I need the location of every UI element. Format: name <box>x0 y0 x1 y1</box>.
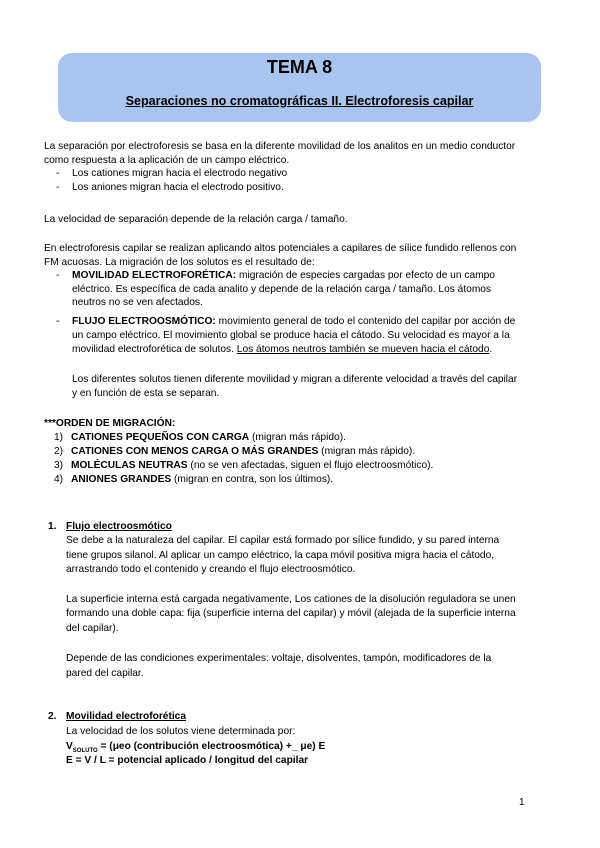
orden-item <box>71 431 346 444</box>
title-banner <box>58 53 541 122</box>
equation-field: E = V / L = potencial aplicado / longitud del capilar <box>66 755 309 766</box>
flujo-term: FLUJO ELECTROOSMÓTICO: <box>72 316 216 327</box>
sec1-line: del capilar). <box>66 623 119 634</box>
velocity-line: La velocidad de separación depende de la relación carga / tamaño. <box>44 214 348 225</box>
page-subtitle: Separaciones no cromatográficas II. Electroforesis capilar <box>125 94 474 108</box>
flujo-text: movimiento general de todo el contenido del capilar por acción de <box>215 316 516 327</box>
eq-subscript: SOLUTO <box>72 748 98 755</box>
sec1-line: La superficie interna está cargada negativamente, Los cationes de la disolución reguladora se unen <box>66 594 516 605</box>
mov-term: MOVILIDAD ELECTROFORÉTICA: <box>72 270 237 281</box>
sec1-line: pared del capilar. <box>66 668 144 679</box>
diff-line: y en función de esta se separan. <box>72 388 220 399</box>
bullet-dash: - <box>56 168 60 179</box>
flujo-text: movilidad electroforética de solutos. <box>72 344 237 355</box>
flujo-line: un campo eléctrico. El movimiento global se produce hacia el cátodo. Su velocidad es mayor a la <box>72 330 510 341</box>
orden-item <box>71 445 415 458</box>
mov-line: neutros no se ven afectados. <box>72 297 203 308</box>
sec1-line: arrastrando todo el contenido y creando el flujo electroosmótico. <box>66 564 356 575</box>
bullet-dash: - <box>56 316 60 327</box>
sec1-line: Se debe a la naturaleza del capilar. El capilar está formado por sílice fundido, y su pared interna <box>66 535 500 546</box>
sec1-line: Depende de las condiciones experimentales: voltaje, disolventes, tampón, modificadores de la <box>66 653 492 664</box>
sec2-line: La velocidad de los solutos viene determinada por: <box>66 726 296 737</box>
mov-line: eléctrico. Es específica de cada analito y depende de la relación carga / tamaño. Los átomos <box>72 284 492 295</box>
bullet-text: Los cationes migran hacia el electrodo negativo <box>72 168 288 179</box>
orden-item <box>71 459 433 472</box>
intro-line: como respuesta a la aplicación de un campo eléctrico. <box>44 155 290 166</box>
flujo-line <box>72 343 492 356</box>
flujo-underlined: Los átomos neutros también se mueven hacia el cátodo <box>236 344 490 355</box>
bullet-dash: - <box>56 270 60 281</box>
eq-text: = (μeo (contribución electroosmótica) +_ μe) E <box>97 741 326 752</box>
section-number: 2. <box>48 711 57 722</box>
intro-line: La separación por electroforesis se basa en la diferente movilidad de los analitos en un medio conductor <box>44 141 516 152</box>
sec1-line: tiene grupos silanol. Al aplicar un campo eléctrico, la capa móvil positiva migra hacia el cátodo, <box>66 550 495 561</box>
section-heading: Flujo electroosmótico <box>66 521 172 532</box>
mov-line <box>72 269 495 282</box>
orden-num: 4) <box>54 474 64 485</box>
orden-item-bold: CATIONES CON MENOS CARGA O MÁS GRANDES <box>71 446 319 457</box>
orden-item-bold: MOLÉCULAS NEUTRAS <box>71 460 188 471</box>
orden-num: 3) <box>54 460 64 471</box>
bullet-text: Los aniones migran hacia el electrodo positivo. <box>72 182 284 193</box>
section-number: 1. <box>48 521 57 532</box>
ce-line: FM acuosas. La migración de los solutos es el resultado de: <box>44 257 315 268</box>
page-number: 1 <box>519 797 525 808</box>
eq-symbol: V <box>66 741 73 752</box>
flujo-text: . <box>489 344 493 355</box>
orden-item-text: (migran en contra, son los últimos). <box>171 474 334 485</box>
orden-num: 2) <box>54 446 64 457</box>
page-title: TEMA 8 <box>266 57 333 77</box>
bullet-dash: - <box>56 182 60 193</box>
orden-item-text: (migran más rápido). <box>249 432 346 443</box>
flujo-line <box>72 315 515 328</box>
orden-item-bold: ANIONES GRANDES <box>71 474 172 485</box>
mov-text: migración de especies cargadas por efecto de un campo <box>236 270 495 281</box>
orden-num: 1) <box>54 432 64 443</box>
sec1-line: formando una doble capa: fija (superficie interna del capilar) y móvil (alejada de la superficie interna <box>66 608 516 619</box>
diff-line: Los diferentes solutos tienen diferente movilidad y migran a diferente velocidad a través del capilar <box>72 374 518 385</box>
section-heading: Movilidad electroforética <box>66 711 187 722</box>
ce-line: En electroforesis capilar se realizan aplicando altos potenciales a capilares de sílice fundido rellenos con <box>44 243 517 254</box>
orden-item-bold: CATIONES PEQUEÑOS CON CARGA <box>71 432 250 443</box>
orden-item <box>71 473 333 486</box>
orden-item-text: (no se ven afectadas, siguen el flujo electroosmótico). <box>187 460 434 471</box>
orden-title: ***ORDEN DE MIGRACIÓN: <box>44 418 176 429</box>
orden-item-text: (migran más rápido). <box>318 446 416 457</box>
